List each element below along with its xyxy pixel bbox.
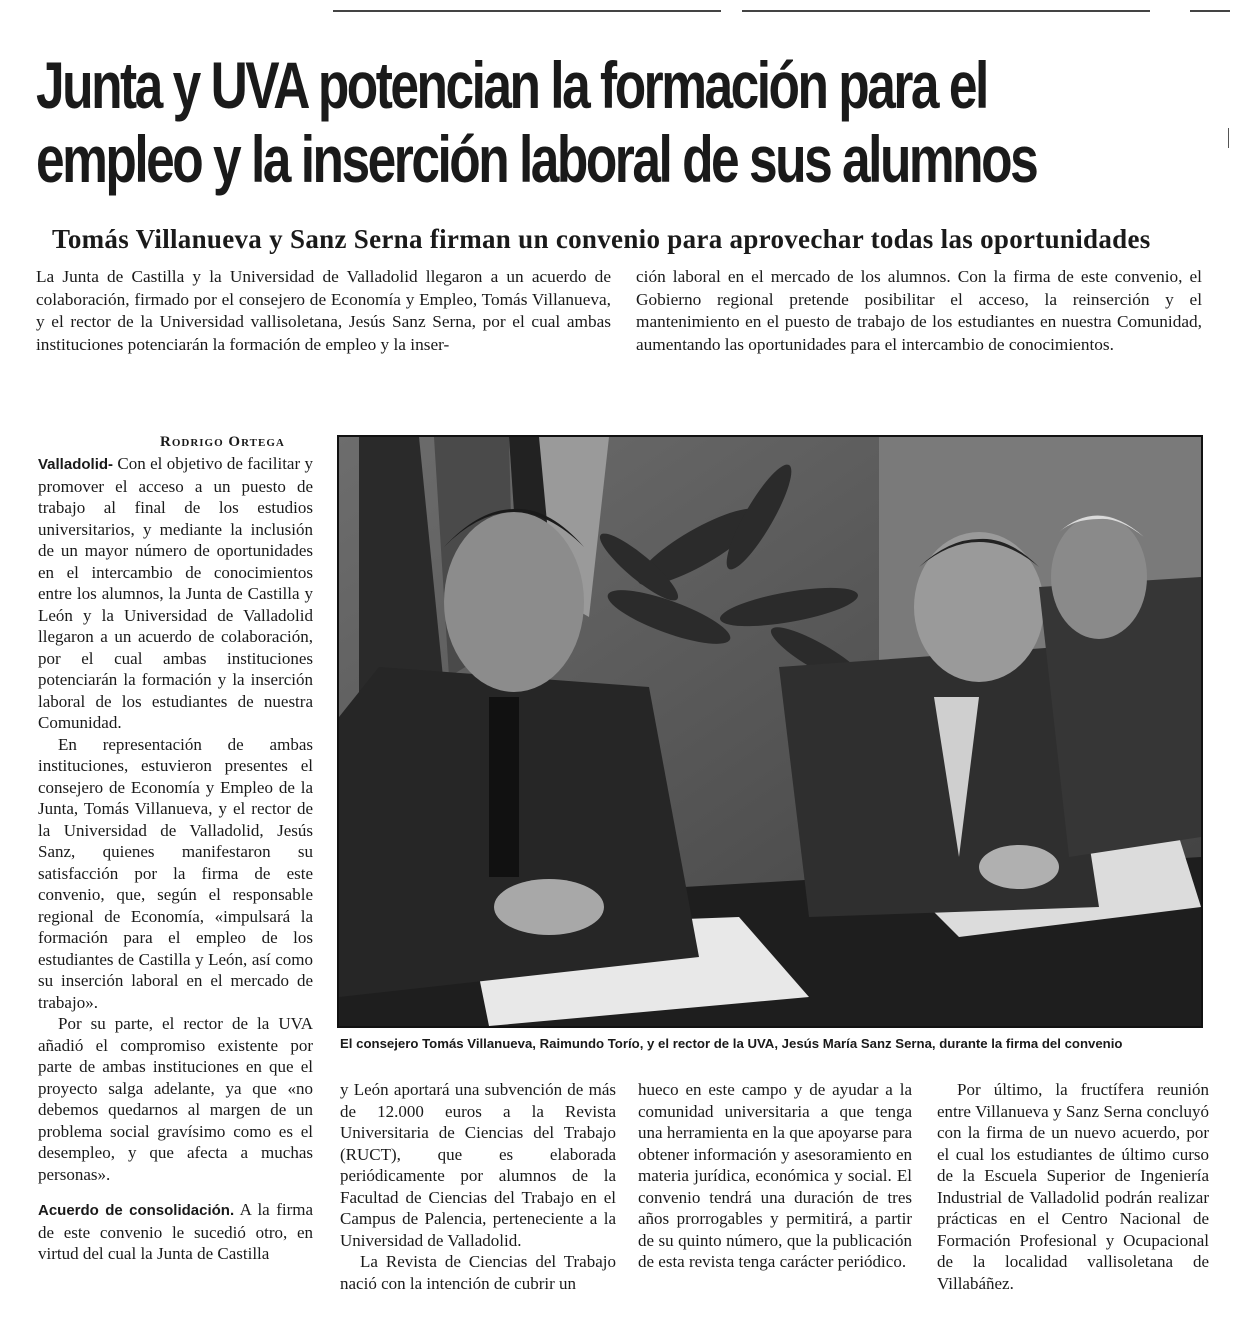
top-rule-right: [742, 10, 1150, 12]
headline-line-2: empleo y la inserción laboral de sus alumnos: [36, 122, 1037, 196]
headline: [36, 48, 1214, 196]
lead-left: [36, 266, 611, 356]
photo-caption: El consejero Tomás Villanueva, Raimundo Torío, y el rector de la UVA, Jesús María Sanz Serna, durante la firma del convenio: [340, 1036, 1123, 1051]
top-rule-left: [333, 10, 721, 12]
lead-right-text: ción laboral en el mercado de los alumnos. Con la firma de este convenio, el Gobierno regional pretende posibilitar el acceso, la reinserción y el mantenimiento en el puesto de trabajo de los estudiantes en nuestra Comunidad, aumentando las oportunidades para el intercambio de conocimientos.: [636, 267, 1202, 354]
column-3-paragraph-1: hueco en este campo y de ayudar a la comunidad universitaria a que tenga una herramienta en la que apoyarse para obtener información y asesoramiento en materia jurídica, económica y social. El convenio tendrá una duración de tres años prorrogables y permitirá, a partir de su quinto número, que la publicación de esta revista tenga carácter periódico.: [638, 1080, 912, 1271]
column-3: [638, 1079, 912, 1273]
byline: Rodrigo Ortega: [160, 434, 285, 450]
column-1-paragraph-2: En representación de ambas instituciones, estuvieron presentes el consejero de Economía y Empleo de la Junta, Tomás Villanueva, y el rector de la Universidad de Valladolid, Jesús Sanz, quienes manifestaron su satisfacción por la firma de este convenio, que, según el responsable regional de Economía, «impulsará la formación para el empleo de los estudiantes de Castilla y León, así como su inserción laboral en el mercado de trabajo».: [38, 734, 313, 1012]
top-rule-far-right: [1190, 10, 1230, 12]
column-4-paragraph-1: Por último, la fructífera reunión entre Villanueva y Sanz Serna concluyó con la firma de un nuevo acuerdo, por el cual los estudiantes de último curso de la Escuela Superior de Ingeniería Industrial de Valladolid podrán realizar prácticas en el Centro Nacional de Formación Profesional y Ocupacional de la localidad vallisoletana de Villabáñez.: [937, 1080, 1209, 1293]
right-margin-mark: [1228, 128, 1229, 148]
column-1-paragraph-1: [38, 453, 313, 734]
column-2-paragraph-1: y León aportará una subvención de más de 12.000 euros a la Revista Universitaria de Ciencias del Trabajo (RUCT), que es elaborada periódicamente por alumnos de la Facultad de Ciencias del Trabajo en el Campus de Palencia, perteneciente a la Universidad de Valladolid.: [340, 1080, 616, 1250]
column-1-paragraph-4-text: A la firma de este convenio le sucedió otro, en virtud del cual la Junta de Castilla: [38, 1200, 314, 1263]
column-2: [340, 1079, 616, 1294]
column-4: [937, 1079, 1209, 1294]
lead-left-text: La Junta de Castilla y la Universidad de Valladolid llegaron a un acuerdo de colaboración, firmado por el consejero de Economía y Empleo, Tomás Villanueva, y el rector de la Universidad vallisoletana, Jesús Sanz Serna, por el cual ambas instituciones potenciarán la formación de empleo y la inser-: [36, 267, 611, 354]
photo-illustration: [339, 437, 1201, 1026]
dateline: Valladolid-: [38, 456, 114, 473]
column-1-paragraph-3: Por su parte, el rector de la UVA añadió el compromiso existente por parte de ambas instituciones en que el proyecto salga adelante, ya que «no debemos quedarnos al margen de un problema social gravísimo como es el desempleo, y que afecta a muchas personas».: [38, 1014, 313, 1184]
article-photo: [337, 435, 1203, 1028]
column-2-paragraph-2: La Revista de Ciencias del Trabajo nació con la intención de cubrir un: [340, 1252, 616, 1293]
subheadline: Tomás Villanueva y Sanz Serna firman un convenio para aprovechar todas las oportunidades: [52, 224, 1151, 254]
column-1-paragraph-1-text: Con el objetivo de facilitar y promover el acceso a un puesto de trabajo al final de los estudios universitarios, y mediante la inclusión de un mayor número de oportunidades en el intercambio de conocimientos entre los alumnos, la Junta de Castilla y León y la Universidad de Valladolid llegaron a un acuerdo de colaboración, por el cual ambas instituciones potenciarán la formación y la inserción laboral de los estudiantes de nuestra Comunidad.: [38, 454, 314, 732]
crosshead: Acuerdo de consolidación.: [38, 1202, 235, 1219]
headline-line-1: Junta y UVA potencian la formación para el: [36, 48, 987, 122]
lead-right: [636, 266, 1202, 356]
column-1-paragraph-4: [38, 1199, 313, 1265]
column-1: [38, 453, 313, 1265]
